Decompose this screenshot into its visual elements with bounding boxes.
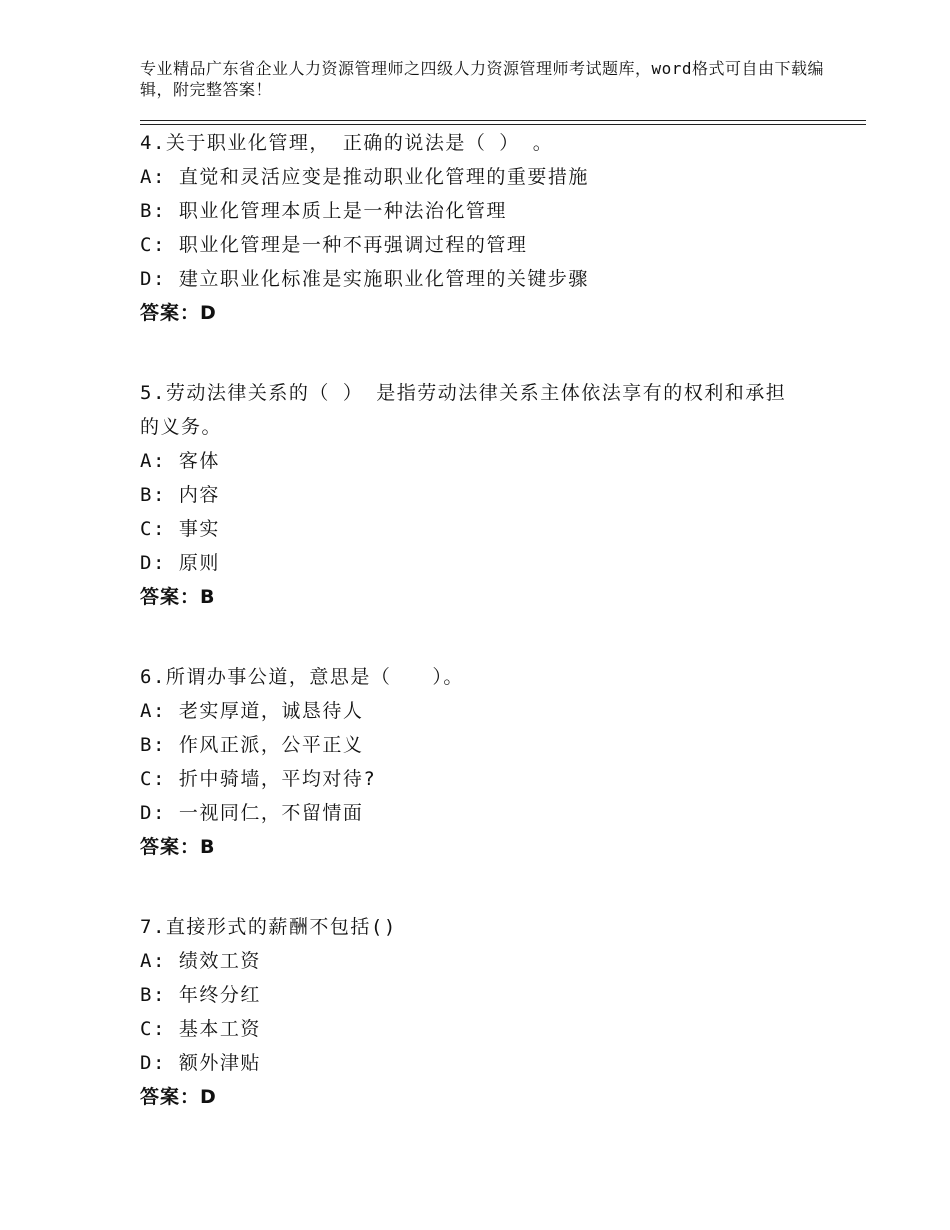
option-d: D: 原则 (140, 552, 220, 574)
question-stem: 4.关于职业化管理， 正确的说法是（ ） 。 (140, 132, 554, 154)
option-c: C: 基本工资 (140, 1018, 261, 1040)
option-b: B: 年终分红 (140, 984, 261, 1006)
option-d: D: 建立职业化标准是实施职业化管理的关键步骤 (140, 268, 589, 290)
option-c: C: 折中骑墙，平均对待? (140, 768, 377, 790)
header-rule-top (140, 120, 866, 121)
header-rule-bottom (140, 124, 866, 125)
answer-label: 答案：D (140, 302, 217, 324)
question-stem: 7.直接形式的薪酬不包括() (140, 916, 397, 938)
document-header: 专业精品广东省企业人力资源管理师之四级人力资源管理师考试题库，word格式可自由下载编辑，附完整答案！ (140, 59, 825, 99)
option-c: C: 事实 (140, 518, 220, 540)
question-stem: 6.所谓办事公道，意思是（ ）。 (140, 666, 464, 688)
question-stem: 5.劳动法律关系的（ ） 是指劳动法律关系主体依法享有的权利和承担的义务。 (140, 382, 787, 438)
question-4 (140, 126, 840, 330)
option-a: A: 老实厚道，诚恳待人 (140, 700, 364, 722)
option-b: B: 内容 (140, 484, 220, 506)
option-a: A: 绩效工资 (140, 950, 261, 972)
option-a: A: 直觉和灵活应变是推动职业化管理的重要措施 (140, 166, 589, 188)
answer-label: 答案：B (140, 836, 216, 858)
question-list (140, 126, 840, 1160)
question-7 (140, 910, 840, 1114)
question-5 (140, 376, 840, 614)
answer-label: 答案：B (140, 586, 216, 608)
option-b: B: 作风正派，公平正义 (140, 734, 364, 756)
option-d: D: 一视同仁，不留情面 (140, 802, 364, 824)
option-b: B: 职业化管理本质上是一种法治化管理 (140, 200, 507, 222)
option-a: A: 客体 (140, 450, 220, 472)
question-6 (140, 660, 840, 864)
answer-label: 答案：D (140, 1086, 217, 1108)
option-c: C: 职业化管理是一种不再强调过程的管理 (140, 234, 528, 256)
option-d: D: 额外津贴 (140, 1052, 261, 1074)
